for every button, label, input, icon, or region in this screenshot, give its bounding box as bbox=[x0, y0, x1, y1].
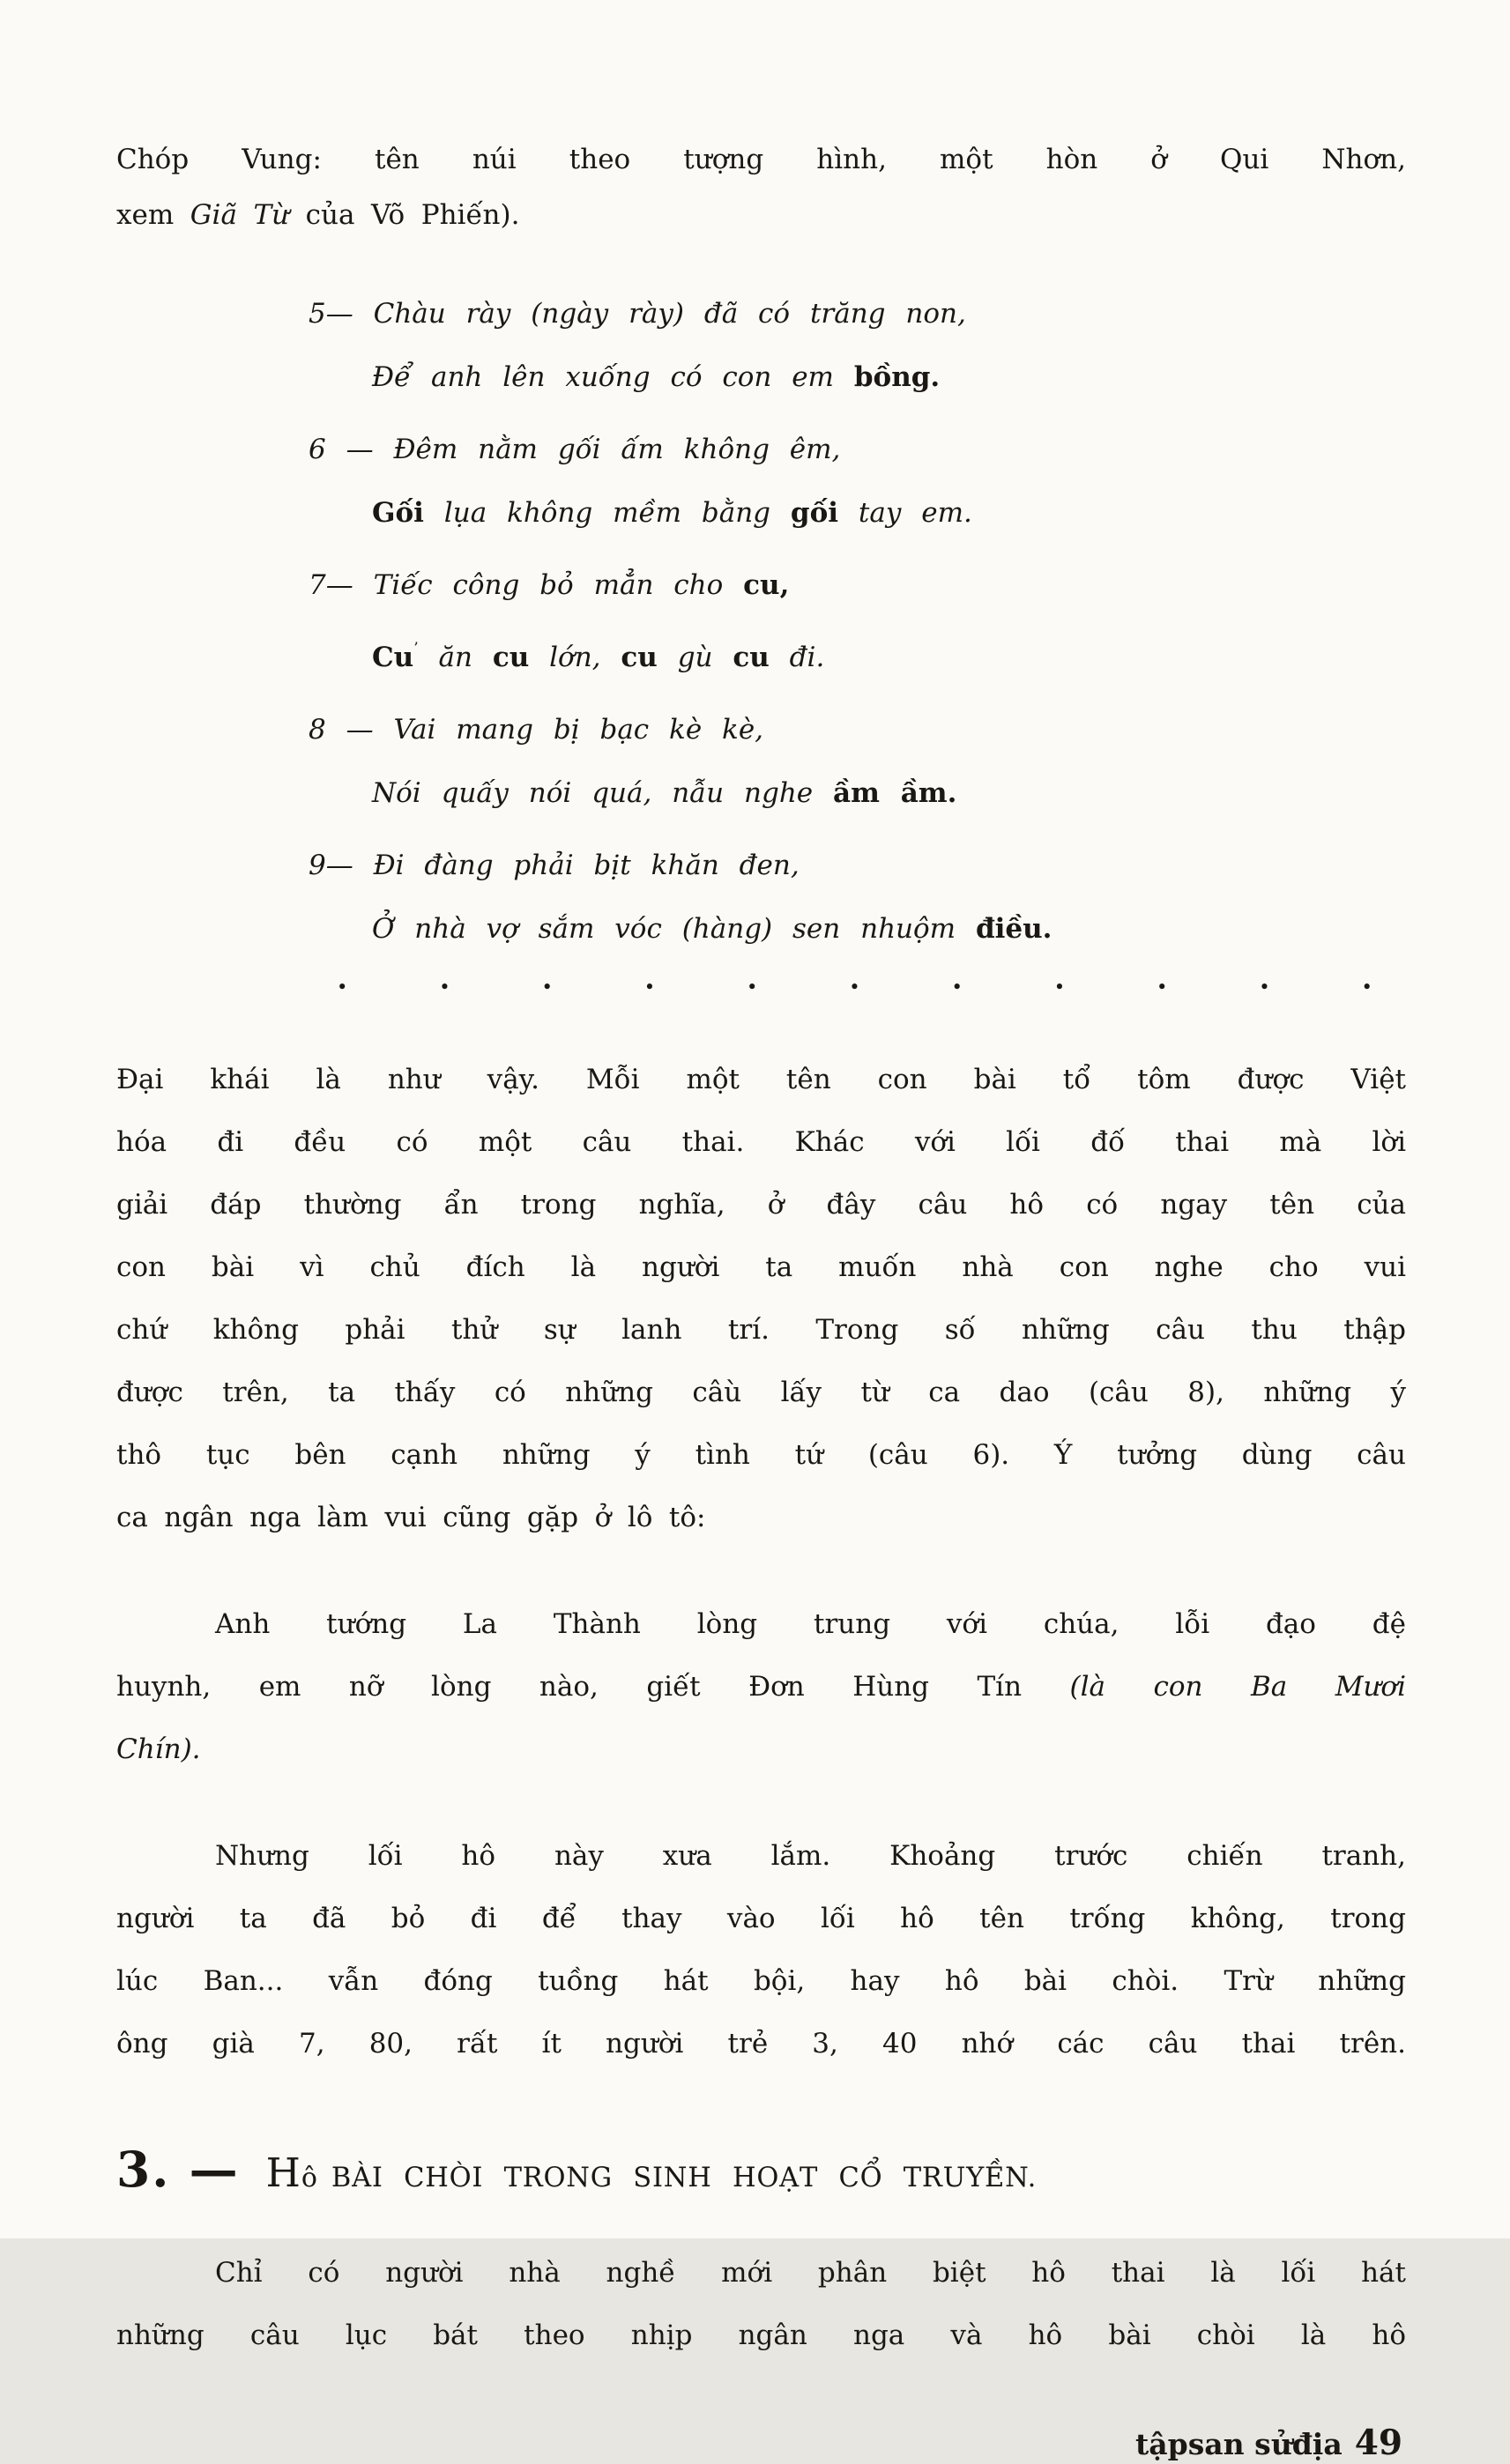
text-line: Nhưng lối hô này xưa lắm. Khoảng trước chiến tranh, bbox=[215, 1840, 1406, 1872]
verse-text: tay em. bbox=[838, 497, 972, 529]
verse-line: 8 — Vai mang bị bạc kè kè, bbox=[309, 714, 764, 746]
verse-text: gù bbox=[657, 642, 733, 673]
verse-keyword: cu bbox=[621, 642, 658, 673]
paragraph-2 bbox=[116, 1593, 1406, 1781]
verse-text: Để anh lên xuống có con em bbox=[372, 361, 854, 393]
section-heading bbox=[116, 2141, 1406, 2198]
text-line: chứ không phải thử sự lanh trí. Trong số những câu thu thập bbox=[116, 1314, 1406, 1346]
dot: • bbox=[1259, 976, 1270, 998]
dot: • bbox=[643, 976, 656, 998]
text-line: Chín). bbox=[116, 1733, 201, 1765]
verse-keyword: Gối bbox=[372, 497, 424, 529]
text-line: người ta đã bỏ đi để thay vào lối hô tên trống không, trong bbox=[116, 1903, 1406, 1934]
verse-keyword: Cu bbox=[372, 642, 414, 673]
text-line: Anh tướng La Thành lòng trung với chúa, lỗi đạo đệ bbox=[215, 1608, 1406, 1640]
verse-line bbox=[309, 553, 1406, 617]
dot: • bbox=[1361, 976, 1372, 998]
verse-keyword: cu bbox=[492, 642, 530, 673]
heading-initial-lowercase: ô bbox=[301, 2163, 317, 2193]
card-name-note: (là con Ba Mươi bbox=[1069, 1671, 1406, 1703]
dot: • bbox=[1157, 976, 1168, 998]
book-title: Giã Từ bbox=[190, 199, 290, 231]
verse-text: lụa không mềm bằng bbox=[423, 497, 791, 529]
intro-line-2-pre: xem bbox=[116, 199, 190, 231]
verse-item-9 bbox=[116, 834, 1406, 961]
verse-text: Ở nhà vợ sắm vóc (hàng) sen nhuộm bbox=[372, 913, 976, 945]
verse-line bbox=[372, 761, 1406, 825]
apostrophe-mark: ’ bbox=[413, 640, 419, 657]
verse-keyword: ầm ầm. bbox=[833, 777, 957, 809]
text-line: được trên, ta thấy có những câù lấy từ ca dao (câu 8), những ý bbox=[116, 1377, 1406, 1408]
heading-text: BÀI CHÒI TRONG SINH HOẠT CỔ TRUYỀN. bbox=[331, 2163, 1038, 2193]
dot: • bbox=[439, 976, 450, 998]
text-line: ông già 7, 80, rất ít người trẻ 3, 40 nhớ các câu thai trên. bbox=[116, 2028, 1406, 2060]
verse-item-6 bbox=[116, 418, 1406, 545]
verse-line bbox=[372, 897, 1406, 961]
verse-text: 7— Tiếc công bỏ mẳn cho bbox=[309, 569, 744, 601]
page-number: 49 bbox=[1354, 2423, 1402, 2463]
paragraph-3 bbox=[116, 1825, 1406, 2075]
verse-keyword: bồng. bbox=[853, 361, 941, 393]
verse-line bbox=[372, 481, 1406, 545]
text-line: ca ngân nga làm vui cũng gặp ở lô tô: bbox=[116, 1502, 706, 1533]
dot: • bbox=[849, 976, 860, 998]
verse-line: 9— Đi đàng phải bịt khăn đen, bbox=[309, 850, 800, 881]
verse-text: đi. bbox=[769, 642, 825, 673]
text-line: con bài vì chủ đích là người ta muốn nhà con nghe cho vui bbox=[116, 1251, 1406, 1283]
dot: • bbox=[337, 976, 348, 998]
text-line: Chỉ có người nhà nghề mới phân biệt hô thai là lối hát bbox=[215, 2257, 1406, 2289]
verse-item-7 bbox=[116, 553, 1406, 689]
verse-item-8 bbox=[116, 698, 1406, 825]
text-line: thô tục bên cạnh những ý tình tứ (câu 6). Ý tưởng dùng câu bbox=[116, 1439, 1406, 1471]
verse-text: ăn bbox=[418, 642, 493, 673]
journal-name: tậpsan sửđịa bbox=[1135, 2427, 1343, 2461]
dots-separator bbox=[337, 969, 1372, 1005]
verse-text: Nói quấy nói quá, nẫu nghe bbox=[372, 777, 834, 809]
verse-list bbox=[116, 282, 1406, 961]
page-footer bbox=[116, 2423, 1406, 2464]
verse-keyword: điều. bbox=[975, 913, 1053, 945]
dot: • bbox=[1053, 976, 1066, 998]
text-line bbox=[116, 1656, 1406, 1718]
dot: • bbox=[747, 976, 758, 998]
section-number: 3. — bbox=[116, 2141, 240, 2198]
verse-line: 6 — Đêm nằm gối ấm không êm, bbox=[309, 434, 841, 465]
verse-text: lớn, bbox=[529, 642, 621, 673]
intro-line-2 bbox=[116, 188, 1406, 243]
dot: • bbox=[541, 976, 553, 998]
text-line: giải đáp thường ẩn trong nghĩa, ở đây câu hô có ngay tên của bbox=[116, 1189, 1406, 1221]
verse-keyword: cu, bbox=[743, 569, 790, 601]
text-line: Đại khái là như vậy. Mỗi một tên con bài tổ tôm được Việt bbox=[116, 1064, 1406, 1095]
verse-line bbox=[372, 345, 1406, 409]
dot: • bbox=[951, 976, 963, 998]
intro-line-1: Chóp Vung: tên núi theo tượng hình, một hòn ở Qui Nhơn, bbox=[116, 144, 1406, 175]
verse-line bbox=[372, 617, 1406, 689]
heading-initial: H bbox=[265, 2149, 301, 2196]
verse-keyword: cu bbox=[733, 642, 770, 673]
text-line: lúc Ban... vẫn đóng tuồng hát bội, hay hô bài chòi. Trừ những bbox=[116, 1965, 1406, 1997]
text-segment: huynh, em nỡ lòng nào, giết Đơn Hùng Tín bbox=[116, 1671, 1070, 1703]
verse-line: 5— Chàu rày (ngày rày) đã có trăng non, bbox=[309, 298, 966, 330]
verse-keyword: gối bbox=[790, 497, 839, 529]
intro-paragraph bbox=[116, 132, 1406, 243]
text-line: những câu lục bát theo nhịp ngân nga và hô bài chòi là hô bbox=[116, 2319, 1406, 2351]
verse-item-5 bbox=[116, 282, 1406, 409]
paragraph-1 bbox=[116, 1049, 1406, 1549]
text-line: hóa đi đều có một câu thai. Khác với lối đố thai mà lời bbox=[116, 1126, 1406, 1158]
intro-line-2-post: của Võ Phiến). bbox=[289, 199, 520, 231]
paragraph-4 bbox=[116, 2242, 1406, 2367]
